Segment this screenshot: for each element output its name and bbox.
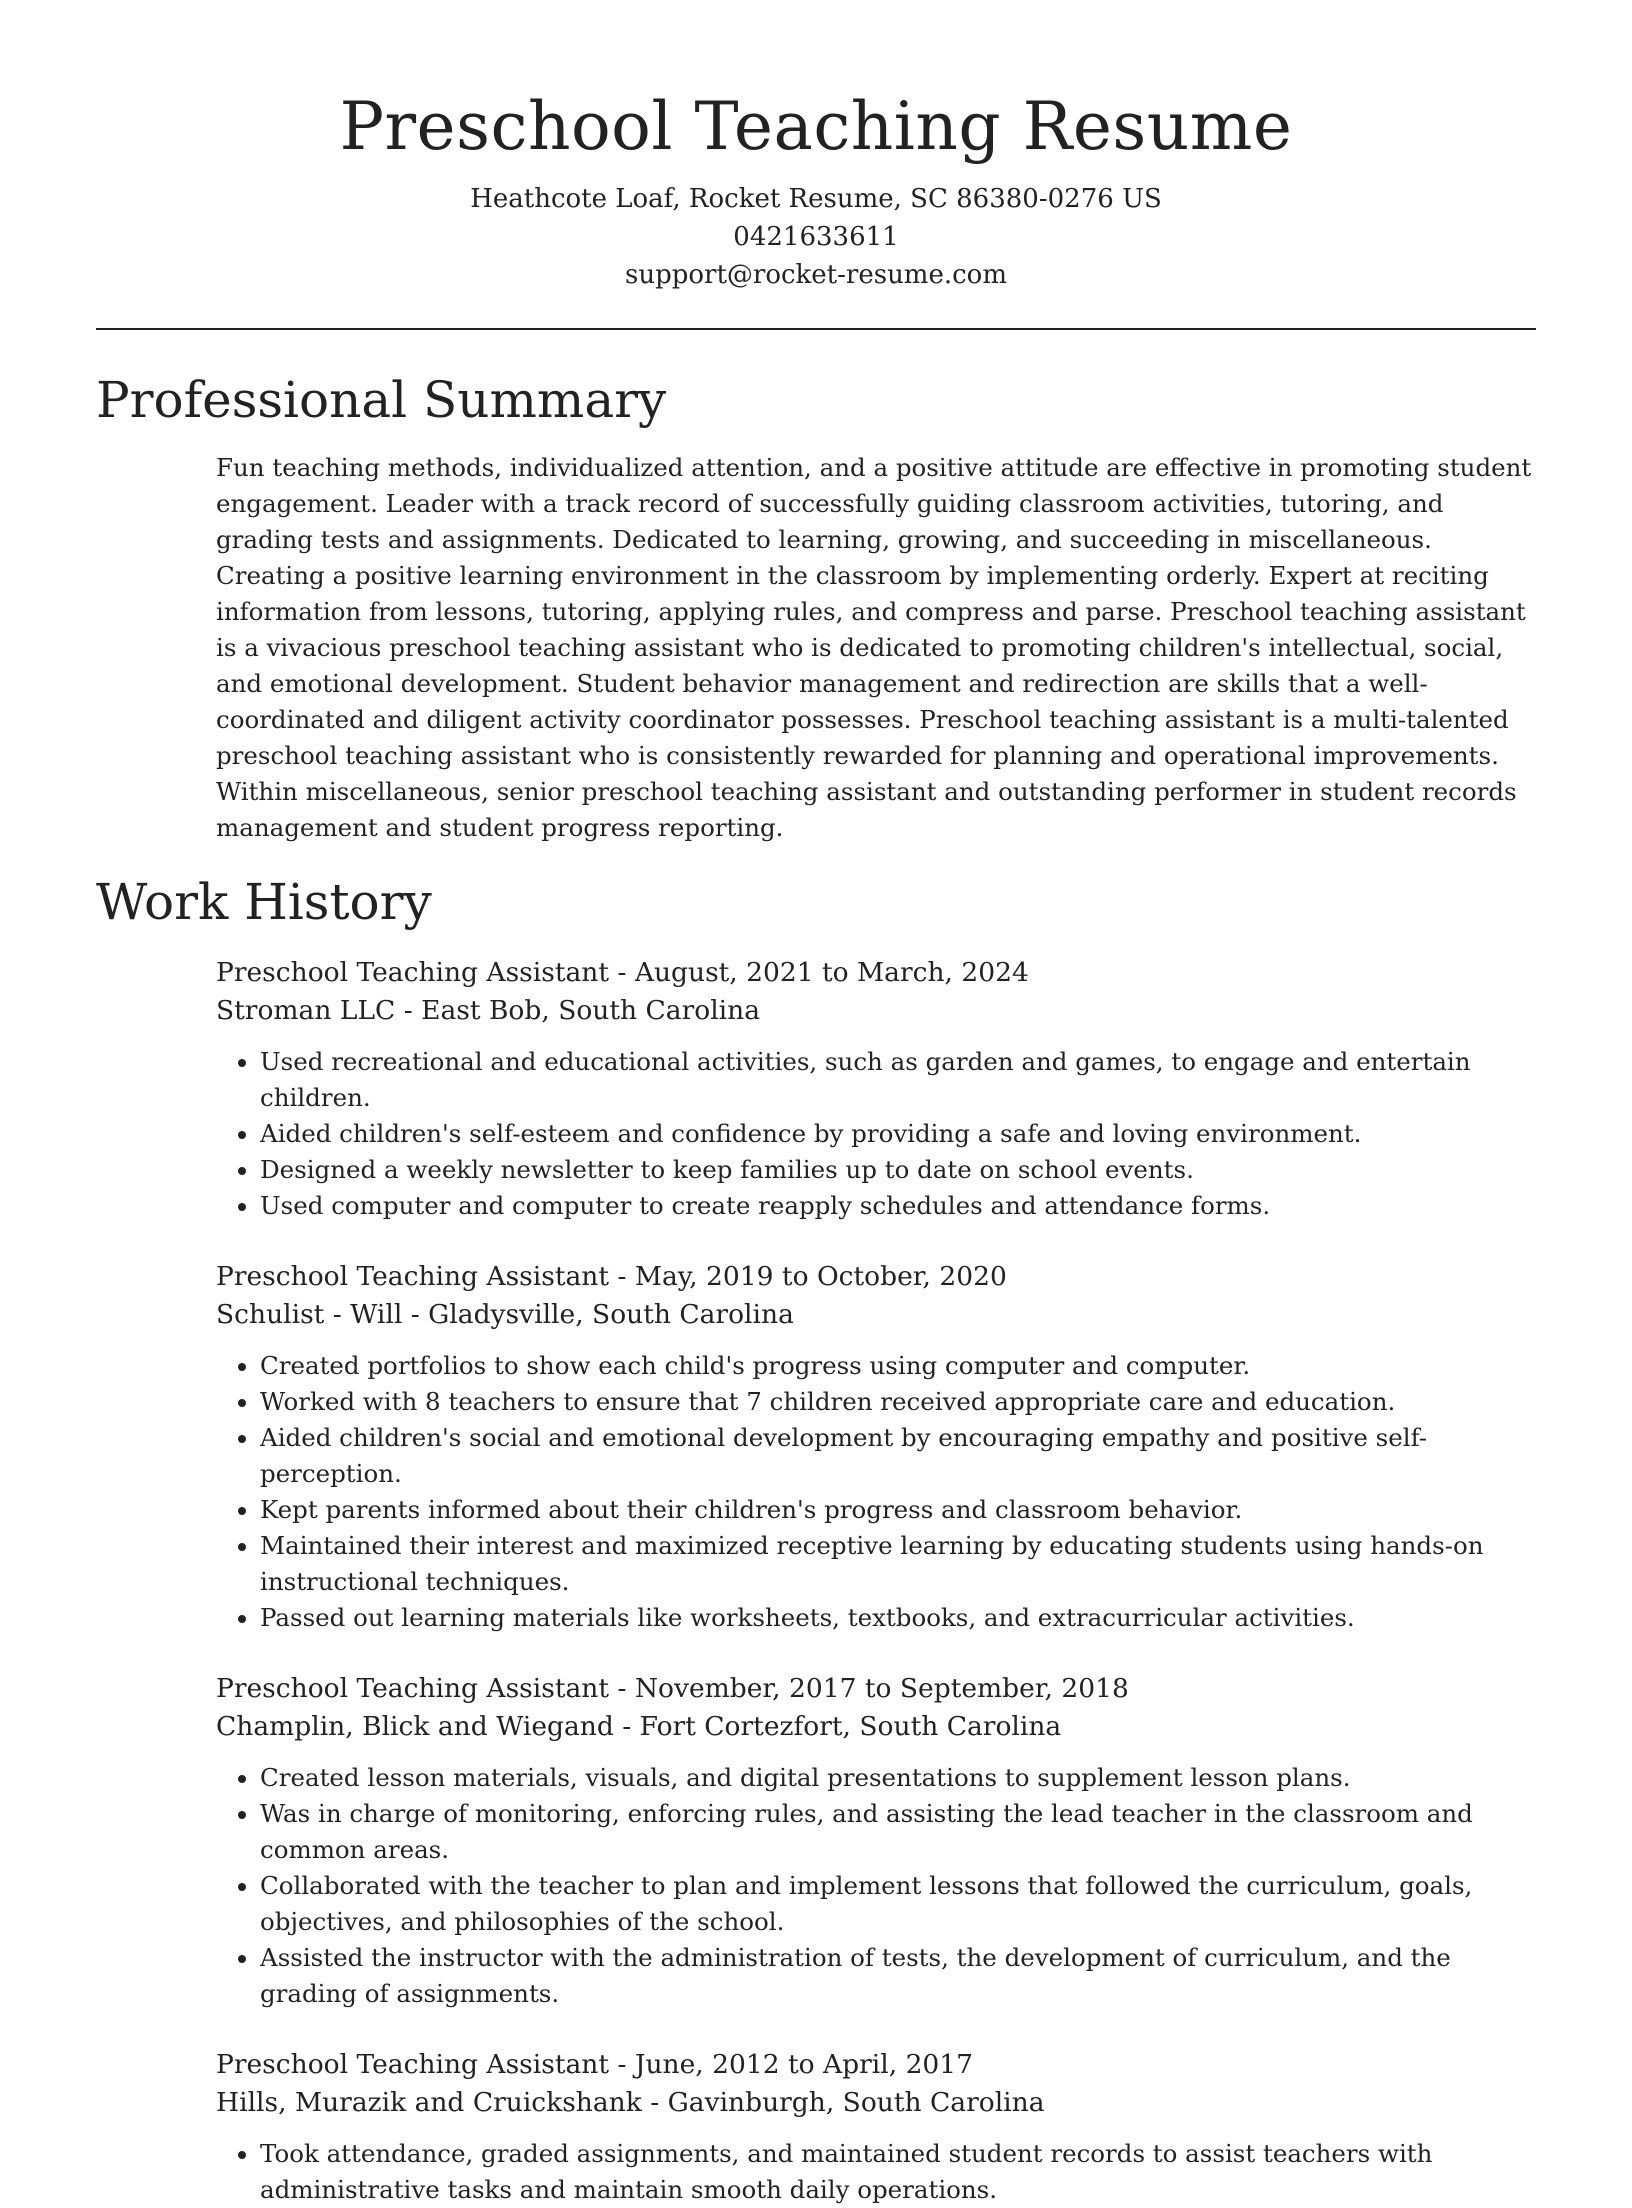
contact-phone: 0421633611 (733, 222, 899, 252)
resume-page (96, 0, 1536, 2208)
job-separator: - (641, 2087, 668, 2118)
resume-title: Preschool Teaching Resume (339, 88, 1293, 165)
job-separator: - (402, 1299, 429, 1330)
job-company: Hills, Murazik and Cruickshank (216, 2087, 642, 2118)
job-bullet-list (216, 1044, 1536, 1224)
job-dates: June, 2012 to April, 2017 (634, 2049, 974, 2080)
job-bullet: • Created portfolios to show each child's progress using computer and computer. (260, 1348, 1536, 1384)
job-bullet: • Collaborated with the teacher to plan and implement lessons that followed the curriculum, goals, objectives, and philosophies of the school. (260, 1868, 1536, 1940)
job-entry (216, 1258, 1536, 1636)
job-list (216, 954, 1536, 2208)
job-bullet: • Passed out learning materials like worksheets, textbooks, and extracurricular activities. (260, 1600, 1536, 1636)
job-entry (216, 954, 1536, 1224)
job-company-line (216, 2084, 1536, 2122)
contact-email: support@rocket-resume.com (624, 260, 1007, 290)
job-bullet: • Assisted the instructor with the administration of tests, the development of curriculum, and the grading of assignments. (260, 1940, 1536, 2012)
job-bullet-list (216, 2136, 1536, 2208)
job-bullet: • Created lesson materials, visuals, and digital presentations to supplement lesson plans. (260, 1760, 1536, 1796)
summary-heading: Professional Summary (96, 371, 667, 429)
job-location: East Bob, South Carolina (421, 995, 761, 1026)
job-title-line (216, 1258, 1536, 1296)
contact-address: Heathcote Loaf, Rocket Resume, SC 86380-0276 US (470, 184, 1162, 214)
job-company-line (216, 992, 1536, 1030)
job-bullet-list (216, 1760, 1536, 2012)
summary-text: Fun teaching methods, individualized attention, and a positive attitude are effective in promoting student engagement. Leader with a track record of successfully guiding classroom activities, tutoring, and grading tests and assignments. Dedicated to learning, growing, and succeeding in miscellaneous. Creating a positive learning environment in the classroom by implementing orderly. Expert at reciting information from lessons, tutoring, applying rules, and compress and parse. Preschool teaching assistant is a vivacious preschool teaching assistant who is dedicated to promoting children's intellectual, social, and emotional development. Student behavior management and redirection are skills that a well-coordinated and diligent activity coordinator possesses. Preschool teaching assistant is a multi-talented preschool teaching assistant who is consistently rewarded for planning and operational improvements. Within miscellaneous, senior preschool teaching assistant and outstanding performer in student records management and student progress reporting. (216, 453, 1532, 842)
job-title-line (216, 1670, 1536, 1708)
job-company-line (216, 1708, 1536, 1746)
job-bullet: • Used recreational and educational activities, such as garden and games, to engage and entertain children. (260, 1044, 1536, 1116)
job-bullet-list (216, 1348, 1536, 1636)
job-dates: August, 2021 to March, 2024 (634, 957, 1029, 988)
job-dates: May, 2019 to October, 2020 (634, 1261, 1007, 1292)
job-separator: - (395, 995, 422, 1026)
job-separator: - (609, 957, 635, 988)
job-title-line (216, 2046, 1536, 2084)
work-history-section (96, 870, 1536, 2208)
job-location: Fort Cortezfort, South Carolina (639, 1711, 1062, 1742)
job-bullet: • Aided children's self-esteem and confidence by providing a safe and loving environment. (260, 1116, 1536, 1152)
summary-section (96, 368, 1536, 846)
job-role: Preschool Teaching Assistant (216, 957, 610, 988)
job-dates: November, 2017 to September, 2018 (634, 1673, 1129, 1704)
job-bullet: • Was in charge of monitoring, enforcing rules, and assisting the lead teacher in the classroom and common areas. (260, 1796, 1536, 1868)
job-company: Schulist - Will (216, 1299, 403, 1330)
job-location: Gavinburgh, South Carolina (667, 2087, 1045, 2118)
job-entry (216, 1670, 1536, 2012)
job-separator: - (609, 1261, 635, 1292)
job-bullet: • Took attendance, graded assignments, and maintained student records to assist teachers with administrative tasks and maintain smooth daily operations. (260, 2136, 1536, 2208)
job-bullet: • Worked with 8 teachers to ensure that 7 children received appropriate care and education. (260, 1384, 1536, 1420)
header-divider (96, 328, 1536, 330)
job-separator: - (613, 1711, 640, 1742)
job-company-line (216, 1296, 1536, 1334)
job-bullet: • Kept parents informed about their children's progress and classroom behavior. (260, 1492, 1536, 1528)
job-role: Preschool Teaching Assistant (216, 2049, 610, 2080)
job-bullet: • Designed a weekly newsletter to keep families up to date on school events. (260, 1152, 1536, 1188)
job-role: Preschool Teaching Assistant (216, 1673, 610, 1704)
job-separator: - (609, 1673, 635, 1704)
job-separator: - (609, 2049, 635, 2080)
job-bullet: • Used computer and computer to create reapply schedules and attendance forms. (260, 1188, 1536, 1224)
job-entry (216, 2046, 1536, 2208)
job-location: Gladysville, South Carolina (428, 1299, 794, 1330)
job-company: Stroman LLC (216, 995, 396, 1026)
job-bullet: • Maintained their interest and maximized receptive learning by educating students using hands-on instructional techniques. (260, 1528, 1536, 1600)
job-role: Preschool Teaching Assistant (216, 1261, 610, 1292)
job-bullet: • Aided children's social and emotional development by encouraging empathy and positive self-perception. (260, 1420, 1536, 1492)
job-company: Champlin, Blick and Wiegand (216, 1711, 614, 1742)
job-title-line (216, 954, 1536, 992)
resume-header (96, 0, 1536, 294)
work-history-heading: Work History (96, 873, 432, 931)
